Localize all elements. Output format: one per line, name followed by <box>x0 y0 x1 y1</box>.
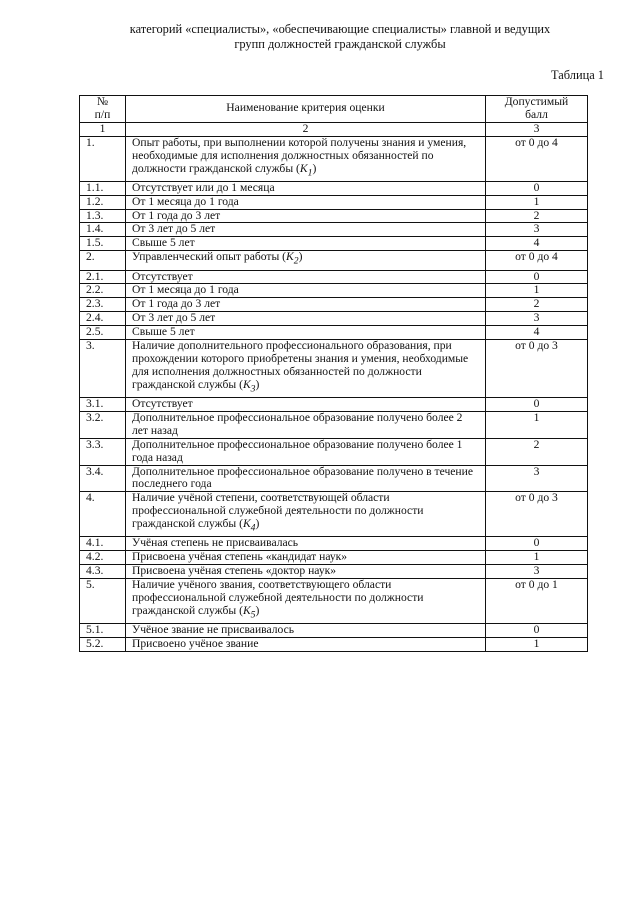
coefficient-label <box>242 517 256 534</box>
row-score: 1 <box>486 284 588 298</box>
row-criterion <box>126 312 486 326</box>
coefficient-letter: K <box>242 377 251 391</box>
row-number: 3.1. <box>80 397 126 411</box>
row-number: 3.2. <box>80 411 126 438</box>
row-criterion <box>126 237 486 251</box>
table-row <box>80 551 588 565</box>
coefficient-letter: K <box>299 161 308 175</box>
row-criterion <box>126 438 486 465</box>
table-row <box>80 340 588 398</box>
row-number: 4. <box>80 492 126 537</box>
row-criterion: Наличие учёной степени, соответствующей области профессиональной служебной деятельности по должности гражданской службы $(K_4)$ <box>126 492 486 537</box>
criterion-text: Присвоена учёная степень «кандидат наук» <box>132 550 348 564</box>
criteria-table <box>79 95 588 652</box>
row-criterion: Управленческий опыт работы $(K_2)$ <box>126 251 486 270</box>
row-number: 3.4. <box>80 465 126 492</box>
criterion-text: От 1 года до 3 лет <box>132 297 221 311</box>
criterion-text: От 3 лет до 5 лет <box>132 311 216 325</box>
table-row <box>80 195 588 209</box>
row-number: 4.3. <box>80 565 126 579</box>
header-number <box>80 96 126 123</box>
column-index-row <box>80 122 588 136</box>
row-criterion <box>126 298 486 312</box>
criterion-text: Присвоено учёное звание <box>132 637 259 650</box>
criterion-text: Свыше 5 лет <box>132 236 195 250</box>
column-index-1: 1 <box>80 122 126 136</box>
table-row <box>80 624 588 638</box>
table-row <box>80 312 588 326</box>
table-row <box>80 237 588 251</box>
row-criterion <box>126 326 486 340</box>
row-score: от 0 до 1 <box>486 579 588 624</box>
row-criterion <box>126 638 486 652</box>
coefficient-index: 4 <box>250 522 256 534</box>
table-label: Таблица 1 <box>551 68 604 82</box>
table-row <box>80 492 588 537</box>
criterion-text: Свыше 5 лет <box>132 325 195 339</box>
row-number: 4.1. <box>80 537 126 551</box>
table-row <box>80 565 588 579</box>
row-score: 0 <box>486 270 588 284</box>
coefficient-index: 2 <box>293 255 299 267</box>
criterion-text: Дополнительное профессиональное образование получено в течение последнего года <box>132 464 473 491</box>
table-row <box>80 579 588 624</box>
row-score: 3 <box>486 312 588 326</box>
coefficient-label <box>299 161 313 178</box>
criterion-text: Дополнительное профессиональное образование получено более 2 лет назад <box>132 410 463 437</box>
row-number: 2.3. <box>80 298 126 312</box>
table-row <box>80 465 588 492</box>
header-criterion-name: Наименование критерия оценки <box>126 96 486 123</box>
criterion-text: Управленческий опыт работы <box>132 250 280 264</box>
criterion-text: Отсутствует <box>132 269 193 283</box>
coefficient-index: 5 <box>250 609 256 621</box>
row-score: 4 <box>486 326 588 340</box>
header-score-line-1: Допустимый <box>504 95 569 108</box>
criterion-text: От 3 лет до 5 лет <box>132 222 216 236</box>
row-criterion <box>126 195 486 209</box>
row-score: 2 <box>486 209 588 223</box>
row-number: 4.2. <box>80 551 126 565</box>
table-row <box>80 438 588 465</box>
table-row <box>80 284 588 298</box>
row-criterion <box>126 551 486 565</box>
row-number: 1.1. <box>80 181 126 195</box>
header-score <box>486 96 588 123</box>
row-score: 0 <box>486 397 588 411</box>
row-number: 1.2. <box>80 195 126 209</box>
coefficient-label <box>242 603 256 621</box>
heading-line-2: групп должностей гражданской службы <box>234 37 446 51</box>
criterion-text: От 1 месяца до 1 года <box>132 283 239 297</box>
row-criterion <box>126 411 486 438</box>
row-criterion <box>126 537 486 551</box>
row-score: 4 <box>486 237 588 251</box>
heading-line-1: категорий «специалисты», «обеспечивающие специалисты» главной и ведущих <box>129 22 551 36</box>
table-row <box>80 209 588 223</box>
row-criterion <box>126 209 486 223</box>
row-score: от 0 до 4 <box>486 136 588 181</box>
table-row <box>80 411 588 438</box>
row-score: 2 <box>486 438 588 465</box>
table-row <box>80 136 588 181</box>
table-row <box>80 181 588 195</box>
row-score: 1 <box>486 411 588 438</box>
row-criterion: Опыт работы, при выполнении которой получены знания и умения, необходимые для исполнения должностных обязанностей по должности гражданской службы $(K_1)$ <box>126 136 486 181</box>
table-row <box>80 251 588 270</box>
criterion-text: Наличие дополнительного профессионального образования, при прохождении которого приобретены знания и умения, необходимые для исполнения должностных обязанностей по должности гражданской службы <box>132 339 469 391</box>
table-row <box>80 638 588 652</box>
row-criterion <box>126 465 486 492</box>
row-number: 2.2. <box>80 284 126 298</box>
row-score: от 0 до 3 <box>486 492 588 537</box>
row-number: 2.5. <box>80 326 126 340</box>
row-score: от 0 до 3 <box>486 340 588 398</box>
header-number-line-1: № <box>96 95 109 108</box>
row-score: 0 <box>486 624 588 638</box>
table-header-row <box>80 96 588 123</box>
coefficient-label <box>242 377 256 395</box>
row-score: 1 <box>486 551 588 565</box>
row-number: 2. <box>80 251 126 270</box>
row-number: 1.5. <box>80 237 126 251</box>
row-criterion <box>126 270 486 284</box>
row-score: 3 <box>486 565 588 579</box>
criterion-text: Наличие учёной степени, соответствующей области профессиональной служебной деятельности по должности гражданской службы <box>132 491 424 531</box>
table-row <box>80 223 588 237</box>
row-criterion <box>126 565 486 579</box>
row-number: 3. <box>80 340 126 398</box>
row-number: 1.3. <box>80 209 126 223</box>
table-row <box>80 537 588 551</box>
criterion-text: Наличие учёного звания, соответствующего области профессиональной служебной деятельности по должности гражданской службы <box>132 578 424 617</box>
row-number: 5.1. <box>80 624 126 638</box>
row-score: 2 <box>486 298 588 312</box>
row-number: 2.1. <box>80 270 126 284</box>
row-score: 1 <box>486 638 588 652</box>
row-score: 0 <box>486 181 588 195</box>
table-row <box>80 298 588 312</box>
row-criterion: Наличие дополнительного профессионального образования, при прохождении которого приобретены знания и умения, необходимые для исполнения должностных обязанностей по должности гражданской службы $(K_3)$ <box>126 340 486 398</box>
row-criterion <box>126 181 486 195</box>
row-number: 5.2. <box>80 638 126 652</box>
row-criterion <box>126 624 486 638</box>
row-score: 1 <box>486 195 588 209</box>
criterion-text: Учёное звание не присваивалось <box>132 623 295 637</box>
criterion-text: От 1 месяца до 1 года <box>132 194 239 208</box>
row-score: 0 <box>486 537 588 551</box>
coefficient-index: 1 <box>307 166 313 178</box>
criterion-text: Присвоена учёная степень «доктор наук» <box>132 564 337 578</box>
criterion-text: От 1 года до 3 лет <box>132 208 221 222</box>
header-number-line-2: п/п <box>94 107 111 121</box>
criterion-text: Отсутствует <box>132 396 193 410</box>
row-criterion <box>126 284 486 298</box>
criterion-text: Учёная степень не присваивалась <box>132 536 299 550</box>
row-score: от 0 до 4 <box>486 251 588 270</box>
table-row <box>80 397 588 411</box>
coefficient-index: 3 <box>250 383 256 395</box>
row-number: 1.4. <box>80 223 126 237</box>
coefficient-label <box>286 250 299 267</box>
row-score: 3 <box>486 465 588 492</box>
coefficient-letter: K <box>242 603 251 617</box>
row-number: 2.4. <box>80 312 126 326</box>
row-criterion <box>126 223 486 237</box>
criterion-text: Опыт работы, при выполнении которой получены знания и умения, необходимые для исполнения должностных обязанностей по должности гражданской службы <box>132 135 467 175</box>
criteria-table-body <box>80 136 588 651</box>
row-number: 5. <box>80 579 126 624</box>
row-criterion: Наличие учёного звания, соответствующего области профессиональной служебной деятельности по должности гражданской службы $(K_5)$ <box>126 579 486 624</box>
table-row <box>80 270 588 284</box>
row-criterion <box>126 397 486 411</box>
row-number: 1. <box>80 136 126 181</box>
row-score: 3 <box>486 223 588 237</box>
column-index-3: 3 <box>486 122 588 136</box>
criterion-text: Отсутствует или до 1 месяца <box>132 180 275 194</box>
coefficient-letter: K <box>242 517 251 531</box>
header-score-line-2: балл <box>525 107 548 121</box>
criterion-text: Дополнительное профессиональное образование получено более 1 года назад <box>132 437 463 464</box>
table-row <box>80 326 588 340</box>
column-index-2: 2 <box>126 122 486 136</box>
row-number: 3.3. <box>80 438 126 465</box>
document-heading <box>60 22 620 52</box>
coefficient-letter: K <box>286 250 294 264</box>
